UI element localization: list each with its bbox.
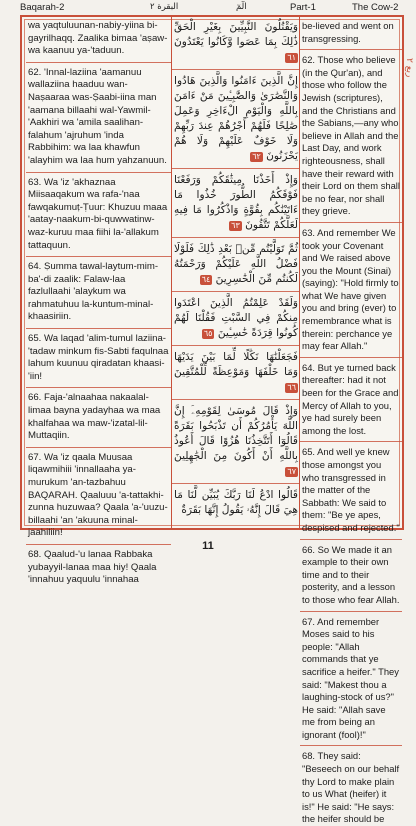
translit-verse-62: 62. 'Innal-laziina 'aamanuu wallaziina haaduu wan-Naṣaaraa was-Ṣaabi-iina man 'aamana billaahi wal-Yawmil-'Aakhiri wa 'amila saalihan-falahum 'ajruhum 'inda Rabbihim: wa laa khawfun 'alayhim wa laa hum yahzanuun. bbox=[28, 66, 167, 166]
arabic-column bbox=[174, 20, 298, 525]
verse-number-marker: ٦٣ bbox=[231, 221, 240, 230]
verse-number-marker: ٦٧ bbox=[287, 467, 296, 476]
arabic-verse-65: وَلَقَدْ عَلِمْتُمُ الَّذِينَ اعْتَدَوا مِنكُمْ فِي السَّبْتِ فَقُلْنَا لَهُمْ كُونُوا قِرَدَةً خَٰسِـِٔينَ ٦٥ bbox=[174, 297, 298, 339]
english-verse-66: 66. So We made it an example to their own time and to their posterity, and a lesson to those who fear Allah. bbox=[302, 543, 400, 605]
transliteration-column bbox=[28, 20, 169, 586]
translit-verse-67: 67. Wa 'iz qaala Muusaa liqawmihiii 'innallaaha ya-murukum 'an-tazbahuu BAQARAH. Qaaluuu 'a-tattakhi-zunna huzuwaa? Qaala 'a-'uuzu-billaahi 'an 'akuuna minal-jaahiliin! bbox=[28, 451, 168, 539]
arabic-verse-66: فَجَعَلْنَٰهَا نَكَٰلًا لِّمَا بَيْنَ يَدَيْهَا وَمَا خَلْفَهَا وَمَوْعِظَةً لِّلْمُتَّقِينَ ٦٦ bbox=[174, 351, 298, 392]
header-arabic-surah: البقرة ٢ bbox=[150, 2, 179, 12]
arabic-verse-62: إِنَّ الَّذِينَ ءَامَنُوا وَالَّذِينَ هَادُوا وَالنَّصَٰرَىٰ وَالصَّٰبِـِٔينَ مَنْ ءَامَنَ بِاللَّهِ وَالْيَوْمِ الْءَاخِرِ وَعَمِلَ صَٰلِحًا فَلَهُمْ أَجْرُهُمْ عِندَ رَبِّهِمْ وَلَا خَوْفٌ عَلَيْهِمْ وَلَا هُمْ يَحْزَنُونَ ٦٢ bbox=[174, 75, 298, 162]
verse-separator bbox=[172, 483, 300, 484]
verse-separator bbox=[172, 69, 300, 70]
verse-separator bbox=[26, 62, 171, 63]
verse-separator bbox=[300, 49, 402, 50]
translit-verse-64: 64. Ṣumma tawal-laytum-mim-ba'-di zaalik: Falaw-laa fazlullaahi 'alaykum wa rahmatuhuu la-kuntum-minal-khaasiriin. bbox=[28, 261, 159, 323]
side-section-marker: ربع ٢ bbox=[404, 58, 414, 78]
arabic-verse-61: وَيَقْتُلُونَ النَّبِيِّينَ بِغَيْرِ الْحَقِّ ذَٰلِكَ بِمَا عَصَوا وَّكَانُوا يَعْتَدُونَ ٦١ bbox=[174, 21, 298, 62]
verse-separator bbox=[26, 387, 171, 388]
translit-verse-68: 68. Qaalud-'u lanaa Rabbaka yubayyil-lanaa maa hiy! Qaala 'innahuu yaquulu 'innahaa bbox=[28, 548, 157, 586]
english-verse-63: 63. And remember We took your Covenant and We raised above you the Mount (Sinai) (saying): "Hold firmly to what We have given you and bring (ever) to remembrance what is therein: perchance ye may fear Allah." bbox=[302, 226, 399, 352]
column-divider-right bbox=[299, 17, 300, 528]
english-verse-61: be-lieved and went on transgressing. bbox=[302, 20, 394, 44]
page-header bbox=[0, 0, 416, 16]
english-verse-64: 64. But ye turned back thereafter: had it not been for the Grace and Mercy of Allah to you, ye had surely been among the lost. bbox=[302, 361, 399, 436]
verse-separator bbox=[172, 291, 300, 292]
verse-separator bbox=[300, 441, 402, 442]
verse-number-marker: ٦١ bbox=[287, 53, 296, 62]
header-arabic-juz: الٓمٓ bbox=[236, 2, 247, 12]
english-verse-67: 67. And remember Moses said to his people: "Allah commands that ye sacrifice a heifer." They said: "Makest thou a laughing-stock of us?" He said: "Allah save me from being an ignorant (fool)!" bbox=[302, 615, 399, 740]
verse-separator bbox=[300, 745, 402, 746]
arabic-verse-68: قَالُوا ادْعُ لَنَا رَبَّكَ يُبَيِّن لَّنَا مَا هِيَ قَالَ إِنَّهُۥ يَقُولُ إِنَّهَا بَقَرَةٌ bbox=[174, 489, 298, 516]
verse-separator bbox=[300, 222, 402, 223]
verse-separator bbox=[172, 399, 300, 400]
arabic-verse-64: ثُمَّ تَوَلَّيْتُم مِّنۢ بَعْدِ ذَٰلِكَ فَلَوْلَا فَضْلُ اللَّهِ عَلَيْكُمْ وَرَحْمَتُهُ لَكُنتُم مِّنَ الْخَٰسِرِينَ ٦٤ bbox=[174, 243, 298, 285]
translit-verse-66: 66. Faja-'alnaahaa nakaalal-limaa bayna yadayhaa wa maa khalfahaa wa maw-'izatal-lil-Muttaqiin. bbox=[28, 392, 161, 442]
english-column bbox=[302, 20, 400, 825]
page-footer bbox=[0, 536, 416, 554]
verse-separator bbox=[26, 328, 171, 329]
verse-number-marker: ٦٥ bbox=[203, 329, 213, 338]
translit-verse-63: 63. Wa 'iz 'akhaznaa Miisaaqakum wa rafa-'naa fawqakumuṭ-Ṭuur: Khuzuu maaa 'aatay-naakum-bi-quwwatinw-waz-kuruu maa fiihi la-'allakum tattaquun. bbox=[28, 176, 168, 251]
header-surah-right: The Cow-2 bbox=[352, 2, 399, 13]
verse-number-marker: ٦٢ bbox=[252, 152, 261, 161]
header-part: Part-1 bbox=[290, 2, 316, 13]
column-divider-left bbox=[171, 17, 172, 528]
translit-verse-65: 65. Wa laqad 'alim-tumul laziina-'tadaw minkum fis-Sabti faqulnaa lahum kuunuu qiradatan khaasi-'iin! bbox=[28, 333, 169, 382]
verse-number-marker: ٦٦ bbox=[287, 383, 296, 392]
arabic-verse-67: وَإِذْ قَالَ مُوسَىٰ لِقَوْمِهِۦٓ إِنَّ اللَّهَ يَأْمُرُكُمْ أَن تَذْبَحُوا بَقَرَةً قَالُوٓا أَتَتَّخِذُنَا هُزُوًا قَالَ أَعُوذُ بِاللَّهِ أَنْ أَكُونَ مِنَ الْجَٰهِلِينَ ٦٧ bbox=[174, 405, 298, 476]
verse-separator bbox=[26, 447, 171, 448]
translit-verse-61: wa yaqtuluunan-nabiy-yiina bi-gayrilhaqq. Zaalika bimaa 'aṣaw-wa kaanuu ya-'taduun. bbox=[28, 20, 168, 57]
verse-number-marker: ٦٤ bbox=[201, 275, 211, 284]
verse-separator bbox=[172, 237, 300, 238]
verse-separator bbox=[172, 345, 300, 346]
verse-separator bbox=[300, 357, 402, 358]
page-number: 11 bbox=[202, 540, 214, 552]
english-verse-68: 68. They said: "Beseech on our behalf thy Lord to make plain to us What (heifer) it is!" He said: "He says: the heifer should be bbox=[302, 750, 400, 825]
header-surah-left: Baqarah-2 bbox=[20, 2, 65, 13]
arabic-verse-63: وَإِذْ أَخَذْنَا مِيثَٰقَكُمْ وَرَفَعْنَا فَوْقَكُمُ الطُّورَ خُذُوا مَا ءَاتَيْنَٰكُم بِقُوَّةٍ وَاذْكُرُوا مَا فِيهِ لَعَلَّكُمْ تَتَّقُونَ ٦٣ bbox=[174, 174, 298, 231]
english-verse-65: 65. And well ye knew those amongst you who transgressed in the matter of the Sabbath: We said to them: "Be ye apes, despised and rejected." bbox=[302, 446, 400, 533]
verse-separator bbox=[172, 168, 300, 169]
english-verse-62: 62. Those who believe (in the Qur'an), and those who follow the Jewish (scriptures), and the Christians and the Sabians,—any who believe in Allah and the Last Day, and work righteousness, shall have their reward with their Lord on them shall be no fear, nor shall they grieve. bbox=[302, 54, 400, 217]
verse-separator bbox=[300, 611, 402, 612]
verse-separator bbox=[26, 256, 171, 257]
verse-separator bbox=[26, 172, 171, 173]
